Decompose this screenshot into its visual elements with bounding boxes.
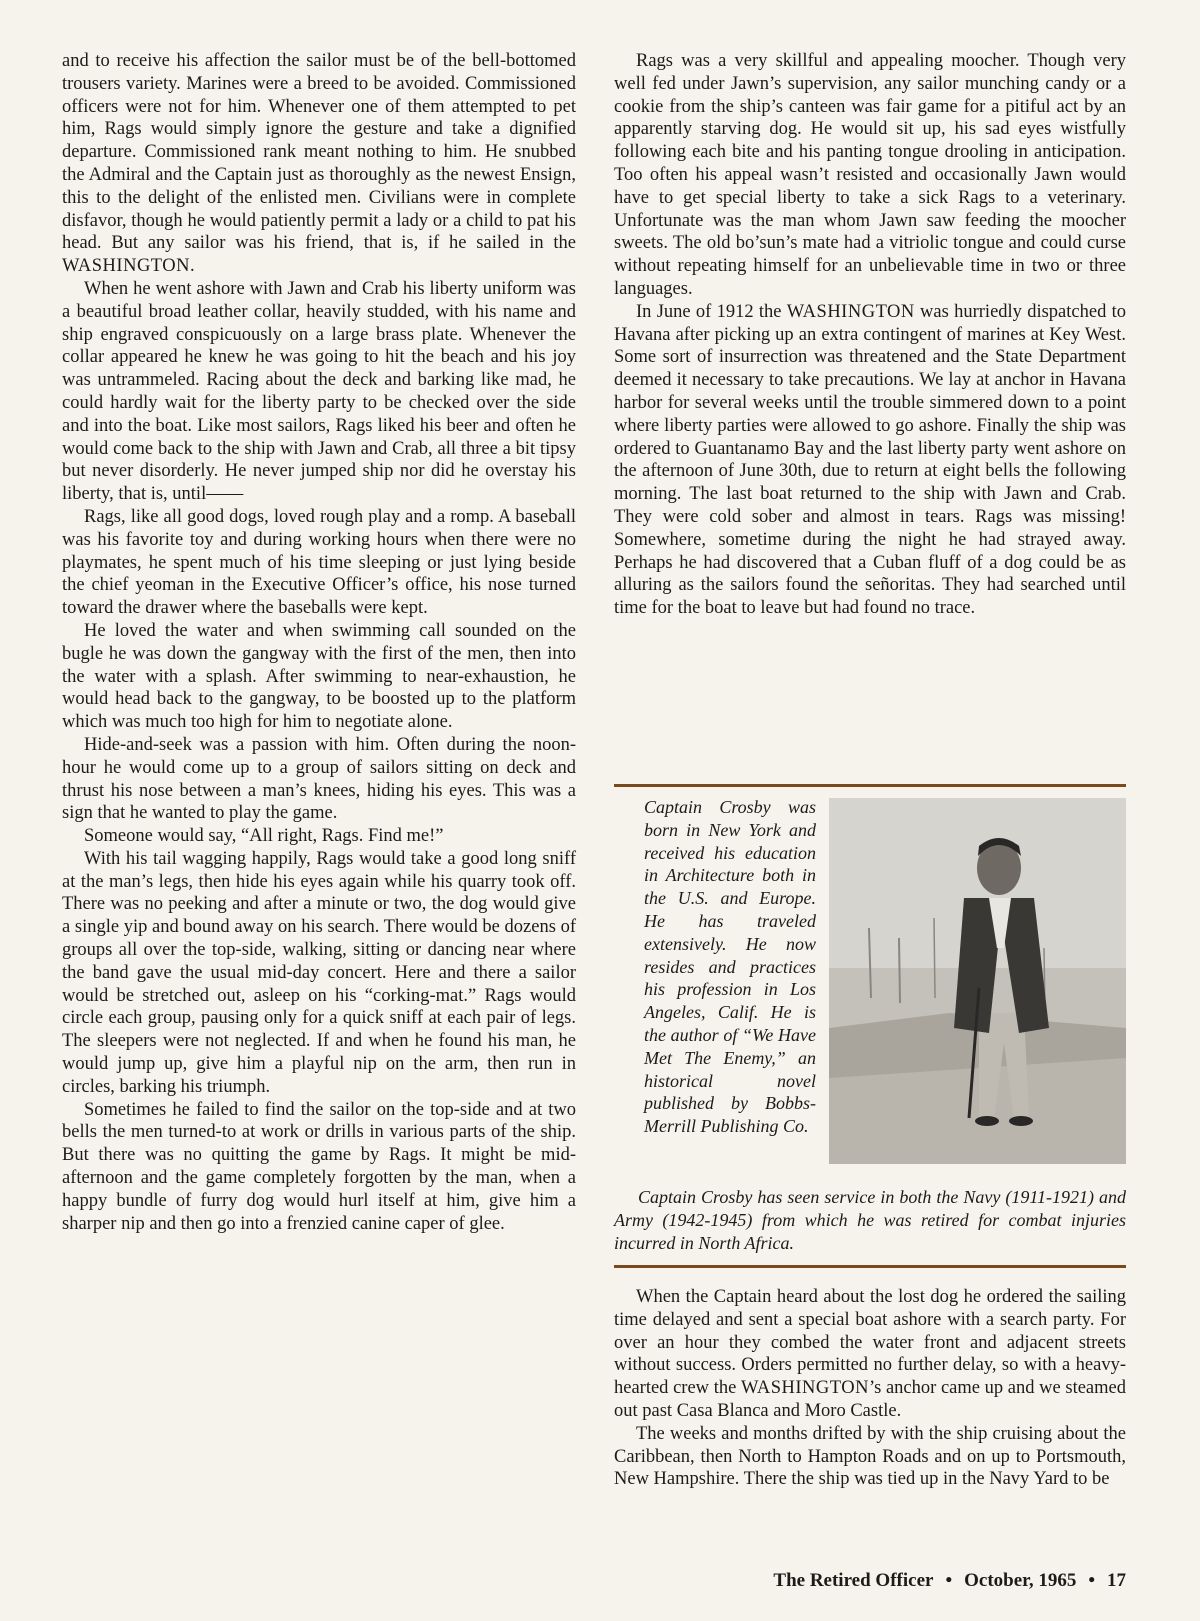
paragraph: Rags was a very skillful and appealing moocher. Though very well fed under Jawn’s supervision, any sailor munching candy or a cookie from the ship’s canteen was fair game for a pitiful act by an apparently starving dog. He would sit up, his sad eyes wistfully following each bite and his panting tongue drooling in anticipation. Too often his appeal wasn’t resisted and occasionally Jawn would have to get special liberty to take a sick Rags to a veterinary. Unfortunate was the man whom Jawn saw feeding the moocher sweets. The old bo’sun’s mate had a vitriolic tongue and could curse without repeating himself for an unbelievable time in two or three languages. [614,51,1126,299]
right-column-top [614,50,1126,620]
paragraph: and to receive his affection the sailor must be of the bell-bottomed trousers variety. Marines were a breed to be avoided. Commissioned officers were not for him. Whenever one of them attempted to pet him, Rags would simply ignore the gesture and take a dignified departure. Commissioned rank meant nothing to him. He snubbed the Admiral and the Captain just as thoroughly as the newest Ensign, this to the delight of the enlisted men. Civilians were in complete disfavor, though he would patiently permit a lady or a child to pat his head. But any sailor was his friend, that is, if he sailed in the WASHINGTON. [62,51,576,277]
publication-name: The Retired Officer [773,1570,934,1591]
paragraph: Someone would say, “All right, Rags. Find me!” [84,826,444,847]
paragraph: In June of 1912 the WASHINGTON was hurriedly dispatched to Havana after picking up an extra contingent of marines at Key West. Some sort of insurrection was threatened and the State Department deemed it necessary to take precautions. We lay at anchor in Havana harbor for several weeks until the trouble simmered down to a point where liberty parties were allowed to go ashore. Finally the ship was ordered to Guantanamo Bay and the last liberty party went ashore on the afternoon of June 30th, due to return at eight bells the following morning. The last boat returned to the ship with Jawn and Crab. They were cold sober and almost in tears. Rags was missing! Somewhere, sometime during the night he had strayed away. Perhaps he had discovered that a Cuban fluff of a dog could be as alluring as the sailors found the señoritas. They had searched until time for the boat to leave but had found no trace. [614,301,1126,619]
author-portrait-photo [829,798,1126,1164]
paragraph: Sometimes he failed to find the sailor on the top-side and at two bells the men turned-to at work or drills in various parts of the ship. But there was no quitting the game by Rags. It might be mid-afternoon and the game completely forgotten by the man, when a happy bundle of furry dog would hurl itself at him, give him a sharper nip and then go into a frenzied canine caper of glee. [62,1099,576,1234]
bio-box-bottom-rule [614,1265,1126,1268]
author-bio-side-text: Captain Crosby was born in New York and received his education in Architecture both in the U.S. and Europe. He has traveled extensively. He now resides and practices his profession in Los Angeles, Calif. He is the author of “We Have Met The Enemy,” an historical novel published by Bobbs-Merrill Publishing Co. [644,797,816,1137]
paragraph: The weeks and months drifted by with the ship cruising about the Caribbean, then North to Hampton Roads and on up to Portsmouth, New Hampshire. There the ship was tied up in the Navy Yard to be [614,1423,1126,1490]
bio-box-top-rule [614,784,1126,787]
portrait-illustration [829,798,1126,1164]
page-footer [773,1570,1126,1592]
paragraph: He loved the water and when swimming call sounded on the bugle he was down the gangway with the first of the men, then into the water with a splash. After swimming to near-exhaustion, he would head back to the gangway, to be boosted up to the platform which was much too high for him to negotiate alone. [62,620,576,733]
footer-bullet: • [945,1570,953,1591]
right-column-bottom [614,1286,1126,1491]
paragraph: Captain Crosby has seen service in both the Navy (1911-1921) and Army (1942-1945) from which he was retired for combat injuries incurred in North Africa. [614,1187,1126,1253]
paragraph: With his tail wagging happily, Rags would take a good long sniff at the man’s legs, then hide his eyes again while his quarry took off. There was no peeking and after a minute or two, the dog would give a single yip and bound away on his search. There would be dozens of groups all over the top-side, walking, sitting or dancing near where the band gave the usual mid-day concert. Here and there a sailor would be stretched out, asleep on his “corking-mat.” Rags would circle each group, pausing only for a quick sniff at each pair of legs. The sleepers were not neglected. If and when he found his man, he would jump up, give him a playful nip on the arm, then run in circles, barking his triumph. [62,848,576,1097]
paragraph: When he went ashore with Jawn and Crab his liberty uniform was a beautiful broad leather collar, heavily studded, with his name and ship engraved conspicuously on a large brass plate. Whenever the collar appeared he knew he was going to hit the beach and his joy was untrammeled. Racing about the deck and barking like mad, he could hardly wait for the liberty party to be checked over the side and into the boat. Like most sailors, Rags liked his beer and often he would come back to the ship with Jawn and Crab, all three a bit tipsy but never disorderly. He never jumped ship nor did he overstay his liberty, that is, until—— [62,278,576,505]
paragraph: When the Captain heard about the lost dog he ordered the sailing time delayed and sent a special boat ashore with a search party. For over an hour they combed the water front and adjacent streets without success. Orders permitted no further delay, so with a heavy-hearted crew the WASHINGTON’s anchor came up and we steamed out past Casa Blanca and Moro Castle. [614,1287,1126,1421]
author-bio-continued [614,1186,1126,1254]
issue-date: October, 1965 [964,1570,1077,1591]
paragraph: Hide-and-seek was a passion with him. Often during the noon-hour he would come up to a group of sailors sitting on deck and thrust his nose between a man’s knees, hiding his eyes. This was a sign that he wanted to play the game. [62,734,576,824]
left-column [62,50,576,1235]
footer-bullet: • [1088,1570,1095,1591]
page-number: 17 [1107,1570,1126,1591]
paragraph: Rags, like all good dogs, loved rough play and a romp. A baseball was his favorite toy and during working hours when there were no playmates, he spent much of his time sleeping or just lying beside the chief yeoman in the Executive Officer’s office, his nose turned toward the drawer where the baseballs were kept. [62,506,576,619]
